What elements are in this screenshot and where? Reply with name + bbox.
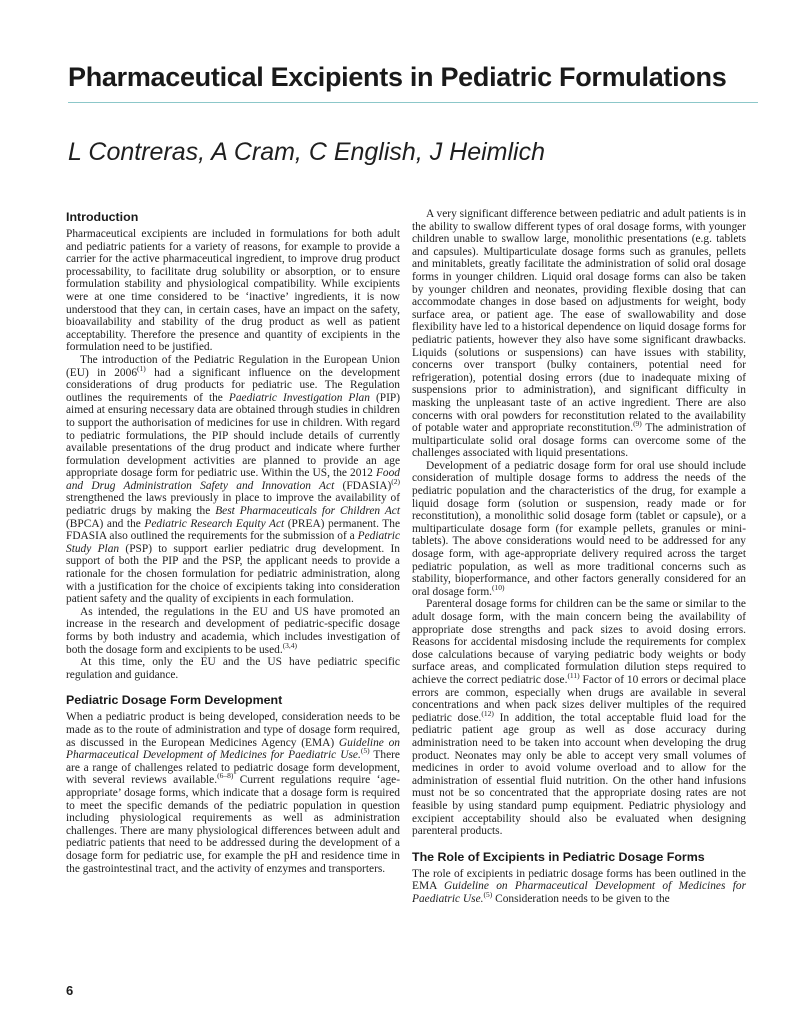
text-run: (FDASIA) [334,479,392,492]
text-run: Factor of 10 errors or decimal place errors are common, especially when drugs are available in several concentrations and when pack sizes deliver multiples of the required pediatric dose. [412,673,746,724]
text-run: (PIP) aimed at ensuring necessary data are obtained through studies in children to support the authorisation of medicines for use in children. With regard to pediatric formulations, the PIP should include details of currently available presentations of the drug product and indicate where further formulation development activities are planned to provide an age appropriate dosage form for pediatric use. Within the US, the 2012 [66,391,401,480]
text-run: had a significant influence on the development considerations of drug products for pediatric use. The Regulation outlines the requirements of the [66,366,400,404]
text-run: (BPCA) and the [66,517,145,530]
citation: (3,4) [282,640,298,650]
section-heading-dosage-form-development: Pediatric Dosage Form Development [66,693,283,708]
text-run: The introduction of the Pediatric Regulation in the European Union (EU) in 2006 [66,353,400,379]
italic-term: Guideline on Pharmaceutical Development of Medicines for Paediatric Use. [66,736,401,762]
citation: (11) [567,671,580,681]
paragraph [412,868,746,906]
paragraph [412,460,746,599]
page-number: 6 [66,983,74,998]
italic-term: Pediatric Research Equity Act [144,517,285,530]
citation: (5) [360,746,370,756]
paragraph: At this time, only the EU and the US have pediatric specific regulation and guidance. [66,656,400,681]
text-run: strengthened the laws previously in place to improve the availability of pediatric drugs by making the [66,492,400,518]
author-list: L Contreras, A Cram, C English, J Heimlich [68,138,546,166]
italic-term: Best Pharmaceuticals for Children Act [215,505,400,518]
text-run: Parenteral dosage forms for children can be the same or similar to the adult dosage form, with the main concern being the availability of appropriate dose strengths and pack sizes to avoid dosing errors. Reasons for accidental misdosing include the requirements for complex dose calculations because of varying pediatric body weights or body surface areas, and complicated formulation dilution steps required to achieve the correct pediatric dose. [412,598,746,686]
citation: (9) [633,419,642,429]
citation: (10) [492,583,505,593]
text-run: A very significant difference between pediatric and adult patients is in the ability to swallow different types of oral dosage forms, with younger children unable to swallow large, monolithic presentations (e.g. tablets and capsules). Multiparticulate dosage forms such as granules, pellets and minitablets, greatly facilitate the administration of solid oral dosage forms in younger children. Liquid oral dosage forms can also be taken by younger children and neonates, providing flexible dosing that can accommodate changes in dose based on adjustments for weight, body surface area, or patient age. The ease of swallowability and dose flexibility have led to a historical dependence on liquid dosage forms for pediatric patients, however they also have some significant drawbacks. Liquids (solutions or suspensions) can have issues with stability, concerns over transport (bulky containers, potential need for refrigeration), potential dosing errors (due to inadequate mixing of suspensions prior to administration), and significant difficulty in masking the unpleasant taste of an active ingredient. There are also concerns with oral powders for reconstitution related to the availability of potable water and appropriate reconstitution. [412,208,746,435]
article-title: Pharmaceutical Excipients in Pediatric Formulations [68,62,727,92]
text-run: In addition, the total acceptable fluid load for the pediatric patient age group as well as dose accuracy during administration need to be taken into account when developing the drug product. Neonates may only be able to accept very small volumes of medicines in order to avoid volume overload and to allow for the administration of essential fluid nutrition. On the other hand infusions must not be so concentrated that the appropriate dosing rates are not feasible by using standard pump equipment. Pediatric physiology and excipient acceptability should also be evaluated when designing parenteral products. [412,711,746,838]
citation: (12) [481,708,494,718]
italic-term: Guideline on Pharmaceutical Development of Medicines for Paediatric Use. [412,880,746,905]
text-run: When a pediatric product is being developed, consideration needs to be made as to the route of administration and type of dosage form required, as discussed in the European Medicines Agency (EMA) [66,711,400,749]
italic-term: Pediatric Study Plan [66,530,400,555]
paragraph [66,354,400,606]
italic-term: Paediatric Investigation Plan [228,391,370,404]
title-divider [68,102,758,103]
left-column [66,210,400,875]
text-run: Consideration needs to be given to the [492,892,670,905]
citation: (2) [391,477,400,487]
text-run: There are a range of challenges related to pediatric dosage form development, with several reviews available. [66,749,400,787]
section-heading-role-of-excipients: The Role of Excipients in Pediatric Dosage Forms [412,849,705,864]
italic-term: Food and Drug Administration Safety and Innovation Act [66,467,400,492]
text-run: The administration of multiparticulate solid oral dosage forms can overcome some of the challenges associated with liquid presentations. [412,422,746,460]
section-heading-introduction: Introduction [66,210,139,224]
right-column [412,208,746,905]
citation: (5) [483,890,493,900]
citation: (1) [137,363,146,373]
text-run: (PSP) to support earlier pediatric drug development. In support of both the PIP and the PSP, the applicant needs to provide a rationale for the chosen formulation for pediatric administration, along with a justification for the choice of excipients taking into consideration patient safety and the quality of excipients in each formulation. [66,542,400,606]
text-run: As intended, the regulations in the EU and US have promoted an increase in the research and development of pediatric-specific dosage forms by both industry and academia, which includes investigation of both the dosage form and excipients to be used. [66,605,400,656]
text-run: The role of excipients in pediatric dosage forms has been outlined in the EMA [412,867,746,893]
text-run: Development of a pediatric dosage form for oral use should include consideration of multiple dosage forms to address the needs of the pediatric population and the characteristics of the drug, for example a liquid dosage form (solution or suspension, ready made or for reconstitution), a monolithic solid dosage form (tablet or capsule), or a multiparticulate dosage form (for example pellets, granules or mini-tablets). The above considerations would need to be addressed for any dosage form, with age-appropriate delivery required across the target pediatric population, as well as more traditional concerns such as stability, bioperformance, and other factors generally considered for an oral dosage form. [412,459,746,598]
paragraph: Pharmaceutical excipients are included in formulations for both adult and pediatric patients for a variety of reasons, for example to provide a carrier for the active pharmaceutical ingredient, to improve drug product processability, to facilitate drug solubility or absorption, or to ensure formulation stability and physiological compatibility. While excipients were at one time considered to be ‘inactive’ ingredients, it is now understood that they can, in certain cases, have an impact on the safety, bioavailability and stability of the drug product as well as patient acceptability. Therefore the presence and quantity of excipients in the formulation need to be justified. [66,228,400,354]
citation: (6–8) [217,771,234,781]
paragraph [412,208,746,460]
text-run: (PREA) permanent. The FDASIA also outlined the requirements for the submission of a [66,517,401,543]
text-run: Current regulations require ‘age-appropriate’ dosage forms, which indicate that a dosage form is required to meet the specific demands of the pediatric population in question including physiological requirements as well as administration challenges. There are many physiological differences between adult and pediatric patients that need to be addressed during the development of a dosage form for pediatric use, for example the pH and residence time in the gastrointestinal tract, and the activity of enzymes and transporters. [66,774,400,875]
paragraph [66,606,400,656]
paragraph [412,598,746,837]
paragraph [66,711,400,875]
